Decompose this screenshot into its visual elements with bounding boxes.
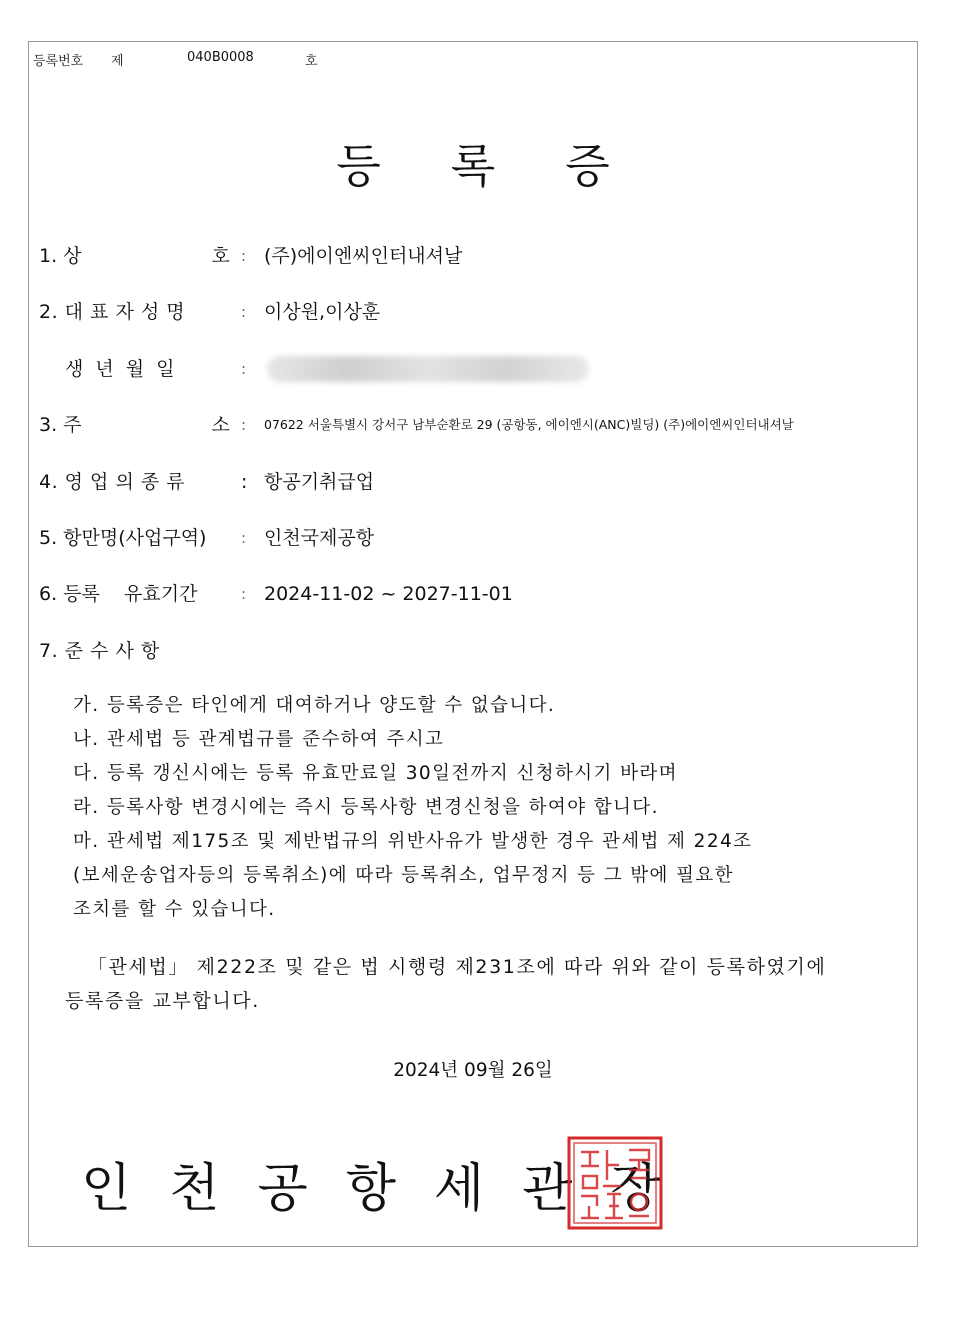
rule-item: (보세운송업자등의 등록취소)에 따라 등록취소, 업무정지 등 그 밖에 필요한 bbox=[73, 865, 734, 886]
field-colon: : bbox=[241, 360, 247, 378]
field-label: 6. 등록 유효기간 bbox=[39, 583, 198, 605]
field-value: (주)에이엔씨인터내셔날 bbox=[264, 245, 463, 267]
rule-item: 다. 등록 갱신시에는 등록 유효만료일 30일전까지 신청하시기 바라며 bbox=[73, 763, 678, 784]
reg-number-prefix: 제 bbox=[111, 54, 124, 69]
redacted-value bbox=[267, 356, 589, 382]
issue-date: 2024년 09월 26일 bbox=[393, 1060, 553, 1081]
reg-number-suffix: 호 bbox=[305, 54, 318, 69]
rule-item: 나. 관세법 등 관계법규를 준수하여 주시고 bbox=[73, 729, 445, 750]
rule-item: 마. 관세법 제175조 및 제반법규의 위반사유가 발생한 경우 관세법 제 224조 bbox=[73, 831, 753, 852]
reg-number-label: 등록번호 bbox=[33, 54, 84, 69]
field-label: 4. 영 업 의 종 류 bbox=[39, 471, 186, 493]
field-label: 3. 주 소 bbox=[39, 414, 230, 436]
field-colon: : bbox=[241, 303, 247, 321]
closing-line: 「관세법」 제222조 및 같은 법 시행령 제231조에 따라 위와 같이 등록하였기에 bbox=[65, 956, 827, 978]
field-colon: : bbox=[241, 247, 247, 265]
field-label: 1. 상 호 bbox=[39, 245, 230, 267]
certificate-page bbox=[28, 41, 918, 1247]
field-value: 항공기취급업 bbox=[264, 471, 375, 493]
reg-number-value: 040B0008 bbox=[187, 50, 254, 65]
field-colon: : bbox=[241, 529, 247, 547]
field-colon: : bbox=[241, 471, 248, 493]
field-value: 인천국제공항 bbox=[264, 527, 375, 549]
closing-line: 등록증을 교부합니다. bbox=[65, 990, 260, 1012]
rule-item: 가. 등록증은 타인에게 대여하거나 양도할 수 없습니다. bbox=[73, 695, 556, 716]
official-seal-icon bbox=[567, 1136, 663, 1230]
rule-item: 조치를 할 수 있습니다. bbox=[73, 899, 276, 920]
field-colon: : bbox=[241, 416, 247, 434]
field-value: 이상원,이상훈 bbox=[264, 301, 381, 323]
field-value: 2024-11-02 ~ 2027-11-01 bbox=[264, 583, 513, 605]
field-label: 생 년 월 일 bbox=[65, 358, 175, 380]
field-label: 2. 대 표 자 성 명 bbox=[39, 301, 186, 323]
issuer-name: 인천공항세관장 bbox=[81, 1159, 699, 1219]
field-colon: : bbox=[241, 585, 247, 603]
document-title: 등록증 bbox=[336, 139, 680, 193]
field-label: 5. 항만명(사업구역) bbox=[39, 527, 207, 549]
field-label: 7. 준 수 사 항 bbox=[39, 640, 160, 662]
field-value: 07622 서울특별시 강서구 남부순환로 29 (공항동, 에이엔시(ANC)빌딩) (주)에이엔씨인터내셔날 bbox=[264, 417, 794, 432]
rule-item: 라. 등록사항 변경시에는 즉시 등록사항 변경신청을 하여야 합니다. bbox=[73, 797, 659, 818]
